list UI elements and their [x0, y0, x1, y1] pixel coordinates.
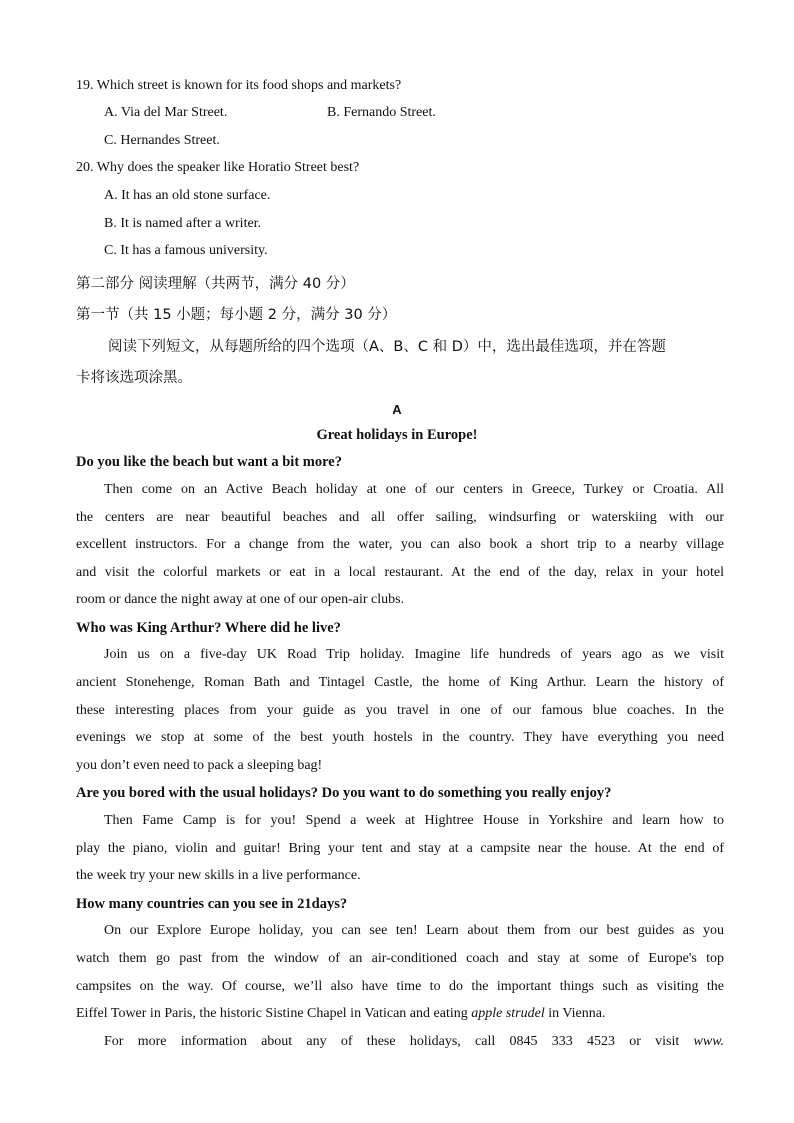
paragraph-line: On our Explore Europe holiday, you can see ten! Learn about them from our best guides as you: [104, 923, 724, 938]
contact-line: [104, 1032, 724, 1052]
part-title: 第二部分 阅读理解（共两节，满分 40 分）: [76, 276, 355, 292]
paragraph-line: these interesting places from your guide as you travel in one of our famous blue coaches. In the: [76, 703, 724, 718]
italic-food-name: apple strudel: [471, 1006, 545, 1021]
paragraph-line: campsites on the way. Of course, we’ll also have time to do the important things such as visiting the: [76, 979, 724, 994]
text-segment: Eiffel Tower in Paris, the historic Sistine Chapel in Vatican and eating: [76, 1006, 472, 1021]
question-19-option-b: B. Fernando Street.: [327, 105, 436, 120]
website-prefix: www.: [693, 1034, 724, 1049]
paragraph-line: [76, 1004, 605, 1024]
paragraph-line: you don’t even need to pack a sleeping bag!: [76, 758, 323, 773]
subheading-beach: Do you like the beach but want a bit more?: [76, 454, 342, 470]
paragraph-line: the week try your new skills in a live performance.: [76, 868, 361, 883]
paragraph-line: play the piano, violin and guitar! Bring your tent and stay at a campsite near the house. At the end of: [76, 841, 724, 856]
passage-title: Great holidays in Europe!: [316, 427, 478, 443]
section-subtitle: 第一节（共 15 小题；每小题 2 分，满分 30 分）: [76, 307, 397, 323]
question-20-option-c: C. It has a famous university.: [104, 243, 268, 258]
question-19-option-a: A. Via del Mar Street.: [104, 105, 228, 120]
passage-letter: A: [392, 402, 402, 417]
question-20-option-a: A. It has an old stone surface.: [104, 188, 271, 203]
paragraph-line: and visit the colorful markets or eat in a local restaurant. At the end of the day, relax in your hotel: [76, 565, 724, 580]
question-19-option-c: C. Hernandes Street.: [104, 133, 220, 148]
paragraph-line: Then Fame Camp is for you! Spend a week at Hightree House in Yorkshire and learn how to: [104, 813, 724, 828]
paragraph-line: room or dance the night away at one of our open-air clubs.: [76, 592, 405, 607]
instructions-line-1: 阅读下列短文，从每题所给的四个选项（A、B、C 和 D）中，选出最佳选项，并在答题: [108, 339, 666, 355]
subheading-countries: How many countries can you see in 21days?: [76, 896, 348, 912]
paragraph-line: ancient Stonehenge, Roman Bath and Tintagel Castle, the home of King Arthur. Learn the history of: [76, 675, 724, 690]
subheading-king-arthur: Who was King Arthur? Where did he live?: [76, 620, 341, 636]
text-segment: in Vienna.: [544, 1006, 606, 1021]
paragraph-line: Join us on a five-day UK Road Trip holiday. Imagine life hundreds of years ago as we visit: [104, 647, 724, 662]
paragraph-line: watch them go past from the window of an air-conditioned coach and stay at some of Europe's top: [76, 951, 724, 966]
contact-text: For more information about any of these holidays, call 0845 333 4523 or visit: [104, 1034, 694, 1049]
paragraph-line: the centers are near beautiful beaches and all offer sailing, windsurfing or waterskiing with our: [76, 510, 724, 525]
paragraph-line: excellent instructors. For a change from the water, you can also book a short trip to a nearby village: [76, 537, 724, 552]
paragraph-line: Then come on an Active Beach holiday at one of our centers in Greece, Turkey or Croatia. All: [104, 482, 724, 497]
subheading-bored: Are you bored with the usual holidays? Do you want to do something you really enjoy?: [76, 785, 612, 801]
question-20-option-b: B. It is named after a writer.: [104, 216, 262, 231]
question-19-stem: 19. Which street is known for its food shops and markets?: [76, 78, 402, 93]
instructions-line-2: 卡将该选项涂黑。: [76, 370, 192, 386]
paragraph-line: evenings we stop at some of the best youth hostels in the country. They have everything you need: [76, 730, 724, 745]
question-20-stem: 20. Why does the speaker like Horatio Street best?: [76, 160, 360, 175]
